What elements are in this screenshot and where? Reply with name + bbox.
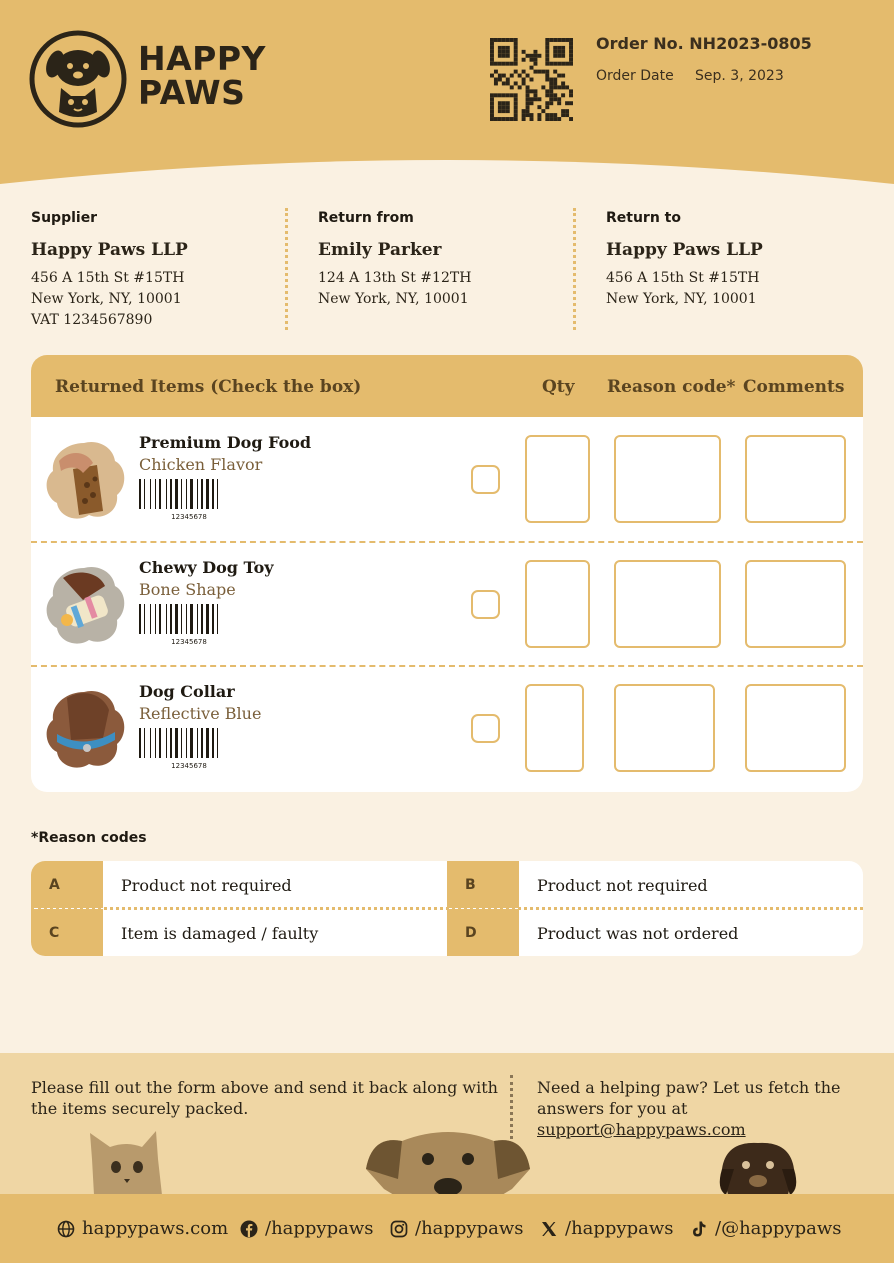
return-to-block [606,210,856,310]
x-handle: /happypaws [565,1218,674,1239]
qty-header: Qty [542,377,575,397]
x-icon [540,1220,558,1238]
return-from-address-line: 124 A 13th St #12TH [318,270,472,286]
cat-illustration [86,1129,166,1195]
tiktok-handle: /@happypaws [715,1218,842,1239]
reason-codes-table [31,861,863,956]
facebook-handle: /happypaws [265,1218,374,1239]
facebook-link[interactable] [240,1218,374,1239]
tiktok-icon [690,1220,708,1238]
header-curve [0,150,894,210]
supplier-address-line: 456 A 15th St #15TH [31,270,185,286]
x-link[interactable] [540,1218,674,1239]
table-header [31,355,863,417]
item-name: Chewy Dog Toy [139,558,274,577]
comments-header: Comments [743,377,845,397]
reason-code-field[interactable] [614,560,721,648]
reason-code-text: Product was not ordered [537,924,739,943]
qty-field[interactable] [525,560,590,648]
dog-illustration [362,1129,534,1195]
comments-field[interactable] [745,435,846,523]
order-date: Sep. 3, 2023 [695,68,784,84]
return-checkbox[interactable] [471,714,500,743]
return-from-name: Emily Parker [318,240,442,260]
table-title: Returned Items (Check the box) [55,377,362,397]
website-text: happypaws.com [82,1218,229,1239]
reason-code-text: Product not required [537,876,708,895]
reason-code-text: Item is damaged / faulty [121,924,319,943]
return-to-address-line: 456 A 15th St #15TH [606,270,760,286]
return-from-label: Return from [318,210,414,226]
item-barcode [139,604,239,646]
reason-code-letter: B [447,861,519,908]
tiktok-link[interactable] [690,1218,842,1239]
social-bar [0,1194,894,1263]
instagram-icon [390,1220,408,1238]
item-name: Dog Collar [139,682,235,701]
supplier-label: Supplier [31,210,98,226]
item-variant: Reflective Blue [139,704,262,723]
reason-code-field[interactable] [614,684,715,772]
footer-help [537,1077,867,1140]
dog-food-image [43,439,125,521]
reason-code-header: Reason code* [607,377,736,397]
table-row [31,542,863,666]
instagram-link[interactable] [390,1218,524,1239]
brand-line-2: PAWS [138,73,246,112]
reason-codes-divider [31,907,863,910]
footer-note [0,1053,894,1195]
supplier-city-line: New York, NY, 10001 [31,291,182,307]
table-row [31,417,863,541]
instagram-handle: /happypaws [415,1218,524,1239]
brand-name [138,39,266,112]
reason-code-text: Product not required [121,876,292,895]
order-number: Order No. NH2023-0805 [596,34,812,53]
barcode-number: 12345678 [171,762,207,770]
table-row [31,666,863,790]
footer-instructions: Please fill out the form above and send it back along with the items securely packed. [31,1078,498,1118]
return-to-label: Return to [606,210,681,226]
returned-items-table [31,355,863,792]
reason-code-letter: D [447,909,519,956]
barcode-number: 12345678 [171,638,207,646]
reason-codes-title: *Reason codes [31,830,147,846]
dog-toy-image [43,564,125,646]
return-to-name: Happy Paws LLP [606,240,763,260]
supplier-vat-line: VAT 1234567890 [31,312,153,328]
item-barcode [139,479,239,521]
supplier-block [31,210,281,331]
reason-code-field[interactable] [614,435,721,523]
footer-help-text: Need a helping paw? Let us fetch the answers for you at [537,1078,841,1118]
globe-icon [57,1220,75,1238]
website-link[interactable] [57,1218,228,1239]
return-to-city-line: New York, NY, 10001 [606,291,757,307]
happy-paws-logo [29,30,127,128]
brand-line-1: HAPPY [138,39,266,78]
support-email-link[interactable]: support@happypaws.com [537,1120,746,1139]
order-date-label: Order Date [596,68,674,84]
item-variant: Bone Shape [139,580,236,599]
item-barcode [139,728,239,770]
puppy-illustration [716,1139,800,1195]
supplier-name: Happy Paws LLP [31,240,188,260]
qty-field[interactable] [525,435,590,523]
dog-collar-image [43,688,125,770]
comments-field[interactable] [745,560,846,648]
return-from-block [318,210,568,310]
qr-code [490,38,573,121]
address-divider [285,208,288,330]
item-name: Premium Dog Food [139,433,312,452]
address-divider [573,208,576,330]
barcode-number: 12345678 [171,513,207,521]
return-checkbox[interactable] [471,465,500,494]
reason-code-letter: A [31,861,103,908]
facebook-icon [240,1220,258,1238]
comments-field[interactable] [745,684,846,772]
reason-code-letter: C [31,909,103,956]
qty-field[interactable] [525,684,584,772]
return-from-city-line: New York, NY, 10001 [318,291,469,307]
item-variant: Chicken Flavor [139,455,263,474]
return-checkbox[interactable] [471,590,500,619]
